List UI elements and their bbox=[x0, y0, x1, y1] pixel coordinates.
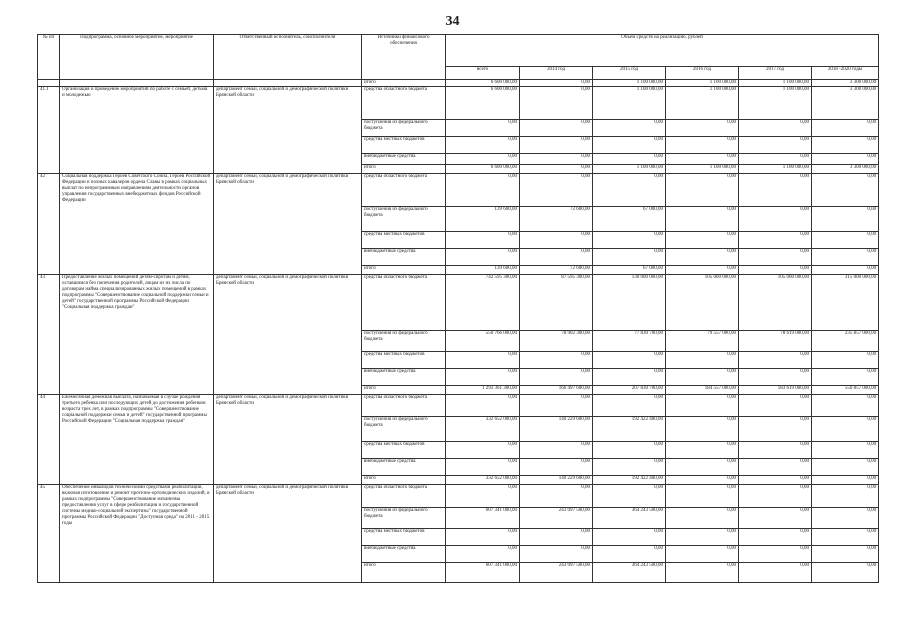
amount-cell: 0,00 bbox=[812, 120, 879, 137]
amount-cell: 0,00 bbox=[666, 563, 739, 583]
row-number: 45 bbox=[38, 485, 60, 583]
amount-cell: 243 097 500,00 bbox=[520, 508, 593, 529]
funding-source: средства местных бюджетов bbox=[362, 137, 446, 154]
amount-cell: 0,00 bbox=[666, 249, 739, 266]
amount-cell: 0,00 bbox=[446, 485, 520, 508]
row-number: 41.1 bbox=[38, 87, 60, 174]
executor-cell: департамент семьи, социальной и демографической политики Брянской области bbox=[214, 485, 362, 583]
amount-cell: 0,00 bbox=[812, 207, 879, 232]
header-no: № пп bbox=[38, 35, 60, 80]
amount-cell: 0,00 bbox=[812, 442, 879, 459]
funding-source: поступления из федерального бюджета bbox=[362, 120, 446, 137]
amount-cell: 364 243 500,00 bbox=[593, 563, 666, 583]
amount-cell: 0,00 bbox=[739, 266, 812, 275]
amount-cell: 0,00 bbox=[666, 395, 739, 417]
funding-source: поступления из федерального бюджета bbox=[362, 508, 446, 529]
amount-cell: 0,00 bbox=[666, 352, 739, 369]
row-number: 43 bbox=[38, 275, 60, 395]
funding-source: внебюджетные средства bbox=[362, 546, 446, 563]
funding-source: внебюджетные средства bbox=[362, 369, 446, 386]
funding-source: итого bbox=[362, 266, 446, 275]
funding-source: средства местных бюджетов bbox=[362, 442, 446, 459]
amount-cell: 0,00 bbox=[520, 80, 593, 87]
amount-cell: 0,00 bbox=[520, 174, 593, 207]
amount-cell: 0,00 bbox=[520, 165, 593, 174]
table-body bbox=[38, 80, 879, 583]
executor-cell: департамент семьи, социальной и демографической политики Брянской области bbox=[214, 395, 362, 485]
amount-cell: 0,00 bbox=[593, 249, 666, 266]
header-year: 2016 год bbox=[666, 67, 739, 80]
amount-cell: 0,00 bbox=[812, 137, 879, 154]
amount-cell: 0,00 bbox=[739, 232, 812, 249]
amount-cell: 0,00 bbox=[520, 546, 593, 563]
amount-cell: 332 652 000,00 bbox=[446, 476, 520, 485]
amount-cell: 0,00 bbox=[739, 369, 812, 386]
activity-name: Организация и проведение мероприятий по работе с семьей, детьми и молодежью bbox=[60, 87, 214, 174]
amount-cell: 243 097 500,00 bbox=[520, 563, 593, 583]
activity-name: Ежемесячная денежная выплата, назначаемая в случае рождения третьего ребенка или последующих детей до достижения ребенком возраста трех лет, в рамках подпрограммы "Совершенствование социальной поддержки семьи и детей" государственной программы Российской Федерации "Социальная поддержка граждан" bbox=[60, 395, 214, 485]
funding-source: поступления из федерального бюджета bbox=[362, 331, 446, 352]
amount-cell: 0,00 bbox=[812, 417, 879, 442]
amount-cell: 184 557 000,00 bbox=[666, 386, 739, 395]
amount-cell: 0,00 bbox=[520, 395, 593, 417]
amount-cell: 0,00 bbox=[520, 369, 593, 386]
amount-cell: 607 341 000,00 bbox=[446, 563, 520, 583]
amount-cell: 72 600,00 bbox=[520, 266, 593, 275]
amount-cell: 6 600 000,00 bbox=[446, 165, 520, 174]
amount-cell: 550 857 000,00 bbox=[812, 386, 879, 395]
amount-cell: 0,00 bbox=[666, 207, 739, 232]
amount-cell: 0,00 bbox=[739, 249, 812, 266]
amount-cell: 0,00 bbox=[446, 529, 520, 546]
amount-cell: 0,00 bbox=[666, 232, 739, 249]
table-row bbox=[38, 80, 879, 87]
activity-name bbox=[60, 80, 214, 87]
page-number: 34 bbox=[445, 14, 460, 29]
header-year: всего bbox=[446, 67, 520, 80]
amount-cell: 0,00 bbox=[666, 266, 739, 275]
amount-cell: 79 557 000,00 bbox=[666, 331, 739, 352]
amount-cell: 0,00 bbox=[446, 546, 520, 563]
amount-cell: 0,00 bbox=[739, 120, 812, 137]
amount-cell: 0,00 bbox=[666, 154, 739, 165]
funding-source: итого bbox=[362, 165, 446, 174]
amount-cell: 0,00 bbox=[812, 459, 879, 476]
amount-cell: 1 100 000,00 bbox=[593, 80, 666, 87]
funding-source: внебюджетные средства bbox=[362, 459, 446, 476]
amount-cell: 0,00 bbox=[593, 137, 666, 154]
budget-table bbox=[37, 34, 879, 583]
amount-cell: 332 652 000,00 bbox=[446, 417, 520, 442]
amount-cell: 0,00 bbox=[520, 87, 593, 120]
amount-cell: 3 300 000,00 bbox=[812, 165, 879, 174]
amount-cell: 0,00 bbox=[593, 369, 666, 386]
amount-cell: 0,00 bbox=[739, 207, 812, 232]
amount-cell: 1 100 000,00 bbox=[739, 80, 812, 87]
amount-cell: 0,00 bbox=[446, 395, 520, 417]
amount-cell: 0,00 bbox=[520, 232, 593, 249]
amount-cell: 140 229 600,00 bbox=[520, 417, 593, 442]
amount-cell: 0,00 bbox=[446, 174, 520, 207]
amount-cell: 0,00 bbox=[446, 369, 520, 386]
header-volume: Объем средств на реализацию, рублей bbox=[446, 35, 879, 67]
amount-cell: 1 100 000,00 bbox=[666, 165, 739, 174]
activity-name: Обеспечение инвалидов техническими средствами реабилитации, включая изготовление и ремонт протезно-ортопедических изделий, в рамках подпрограммы "Совершенствование механизма предоставления услуг в сфере реабилитации и государственной системы медико-социальной экспертизы" государственной программы Российской Федерации "Доступная среда" на 2011 - 2015 годы bbox=[60, 485, 214, 583]
header-name: Подпрограмма, основное мероприятие, мероприятие bbox=[60, 35, 214, 80]
amount-cell: 192 422 400,00 bbox=[593, 417, 666, 442]
amount-cell: 72 600,00 bbox=[520, 207, 593, 232]
amount-cell: 0,00 bbox=[593, 546, 666, 563]
amount-cell: 0,00 bbox=[593, 442, 666, 459]
amount-cell: 0,00 bbox=[739, 417, 812, 442]
amount-cell: 1 100 000,00 bbox=[666, 87, 739, 120]
amount-cell: 0,00 bbox=[812, 508, 879, 529]
amount-cell: 0,00 bbox=[520, 442, 593, 459]
amount-cell: 67 000,00 bbox=[593, 207, 666, 232]
amount-cell: 0,00 bbox=[593, 529, 666, 546]
amount-cell: 0,00 bbox=[812, 352, 879, 369]
amount-cell: 6 600 000,00 bbox=[446, 87, 520, 120]
amount-cell: 105 000 000,00 bbox=[666, 275, 739, 331]
amount-cell: 0,00 bbox=[666, 459, 739, 476]
activity-name: Социальная поддержка Героев Советского Союза, Героев Российской Федерации и полных кавалеров ордена Славы в рамках социальных выплат по непрограммным направлениям деятельности органов управления государственных внебюджетных фондов Российской Федерации bbox=[60, 174, 214, 275]
funding-source: итого bbox=[362, 80, 446, 87]
amount-cell: 0,00 bbox=[593, 459, 666, 476]
amount-cell: 1 100 000,00 bbox=[739, 165, 812, 174]
amount-cell: 0,00 bbox=[520, 249, 593, 266]
funding-source: средства местных бюджетов bbox=[362, 529, 446, 546]
amount-cell: 207 830 700,00 bbox=[593, 386, 666, 395]
amount-cell: 87 595 300,00 bbox=[520, 275, 593, 331]
header-year: 2015 год bbox=[593, 67, 666, 80]
table-row bbox=[38, 174, 879, 207]
amount-cell: 0,00 bbox=[739, 546, 812, 563]
amount-cell: 0,00 bbox=[520, 485, 593, 508]
amount-cell: 0,00 bbox=[666, 485, 739, 508]
amount-cell: 0,00 bbox=[666, 174, 739, 207]
amount-cell: 130 000 000,00 bbox=[593, 275, 666, 331]
funding-source: средства местных бюджетов bbox=[362, 232, 446, 249]
amount-cell: 140 229 600,00 bbox=[520, 476, 593, 485]
amount-cell: 0,00 bbox=[446, 137, 520, 154]
funding-source: внебюджетные средства bbox=[362, 249, 446, 266]
amount-cell: 0,00 bbox=[593, 352, 666, 369]
header-year: 2017 год bbox=[739, 67, 812, 80]
table-row bbox=[38, 275, 879, 331]
amount-cell: 166 497 600,00 bbox=[520, 386, 593, 395]
funding-source: поступления из федерального бюджета bbox=[362, 417, 446, 442]
amount-cell: 0,00 bbox=[446, 249, 520, 266]
amount-cell: 0,00 bbox=[666, 529, 739, 546]
funding-source: поступления из федерального бюджета bbox=[362, 207, 446, 232]
amount-cell: 67 000,00 bbox=[593, 266, 666, 275]
header-year: 2018 -2020 годы bbox=[812, 67, 879, 80]
amount-cell: 105 000 000,00 bbox=[739, 275, 812, 331]
amount-cell: 0,00 bbox=[812, 546, 879, 563]
amount-cell: 192 422 400,00 bbox=[593, 476, 666, 485]
amount-cell: 0,00 bbox=[520, 154, 593, 165]
amount-cell: 0,00 bbox=[739, 476, 812, 485]
amount-cell: 183 619 000,00 bbox=[739, 386, 812, 395]
amount-cell: 0,00 bbox=[739, 459, 812, 476]
amount-cell: 0,00 bbox=[520, 352, 593, 369]
amount-cell: 742 595 300,00 bbox=[446, 275, 520, 331]
executor-cell: департамент семьи, социальной и демографической политики Брянской области bbox=[214, 174, 362, 275]
table-row bbox=[38, 485, 879, 508]
amount-cell: 1 100 000,00 bbox=[666, 80, 739, 87]
amount-cell: 0,00 bbox=[593, 120, 666, 137]
amount-cell: 0,00 bbox=[666, 508, 739, 529]
amount-cell: 0,00 bbox=[593, 154, 666, 165]
funding-source: средства областного бюджета bbox=[362, 485, 446, 508]
amount-cell: 0,00 bbox=[666, 442, 739, 459]
amount-cell: 1 100 000,00 bbox=[739, 87, 812, 120]
amount-cell: 0,00 bbox=[446, 154, 520, 165]
header-year: 2014 год bbox=[520, 67, 593, 80]
amount-cell: 0,00 bbox=[739, 508, 812, 529]
table-header bbox=[38, 35, 879, 80]
amount-cell: 364 243 500,00 bbox=[593, 508, 666, 529]
amount-cell: 0,00 bbox=[739, 137, 812, 154]
amount-cell: 139 600,00 bbox=[446, 266, 520, 275]
header-sources: Источники финансового обеспечения bbox=[362, 35, 446, 80]
amount-cell: 0,00 bbox=[593, 395, 666, 417]
funding-source: средства областного бюджета bbox=[362, 174, 446, 207]
amount-cell: 0,00 bbox=[666, 369, 739, 386]
amount-cell: 0,00 bbox=[593, 174, 666, 207]
amount-cell: 0,00 bbox=[812, 232, 879, 249]
amount-cell: 139 600,00 bbox=[446, 207, 520, 232]
funding-source: средства местных бюджетов bbox=[362, 352, 446, 369]
amount-cell: 0,00 bbox=[739, 485, 812, 508]
amount-cell: 0,00 bbox=[812, 369, 879, 386]
amount-cell: 0,00 bbox=[446, 352, 520, 369]
amount-cell: 6 600 000,00 bbox=[446, 80, 520, 87]
amount-cell: 0,00 bbox=[593, 485, 666, 508]
amount-cell: 0,00 bbox=[739, 352, 812, 369]
amount-cell: 0,00 bbox=[520, 459, 593, 476]
amount-cell: 0,00 bbox=[520, 137, 593, 154]
amount-cell: 0,00 bbox=[812, 249, 879, 266]
amount-cell: 1 100 000,00 bbox=[593, 165, 666, 174]
executor-cell bbox=[214, 80, 362, 87]
amount-cell: 0,00 bbox=[446, 120, 520, 137]
amount-cell: 0,00 bbox=[812, 529, 879, 546]
amount-cell: 0,00 bbox=[812, 395, 879, 417]
amount-cell: 0,00 bbox=[812, 563, 879, 583]
funding-source: итого bbox=[362, 386, 446, 395]
amount-cell: 3 300 000,00 bbox=[812, 80, 879, 87]
funding-source: средства областного бюджета bbox=[362, 395, 446, 417]
table-row bbox=[38, 395, 879, 417]
amount-cell: 0,00 bbox=[812, 476, 879, 485]
amount-cell: 550 766 000,00 bbox=[446, 331, 520, 352]
amount-cell: 78 619 000,00 bbox=[739, 331, 812, 352]
amount-cell: 0,00 bbox=[739, 174, 812, 207]
amount-cell: 0,00 bbox=[666, 137, 739, 154]
amount-cell: 0,00 bbox=[666, 120, 739, 137]
amount-cell: 0,00 bbox=[739, 563, 812, 583]
amount-cell: 77 830 700,00 bbox=[593, 331, 666, 352]
amount-cell: 315 000 000,00 bbox=[812, 275, 879, 331]
funding-source: итого bbox=[362, 563, 446, 583]
amount-cell: 0,00 bbox=[666, 476, 739, 485]
amount-cell: 0,00 bbox=[739, 395, 812, 417]
amount-cell: 78 902 300,00 bbox=[520, 331, 593, 352]
amount-cell: 0,00 bbox=[812, 174, 879, 207]
funding-source: итого bbox=[362, 476, 446, 485]
amount-cell: 0,00 bbox=[666, 417, 739, 442]
amount-cell: 235 857 000,00 bbox=[812, 331, 879, 352]
funding-source: средства областного бюджета bbox=[362, 275, 446, 331]
amount-cell: 0,00 bbox=[666, 546, 739, 563]
table-row bbox=[38, 87, 879, 120]
amount-cell: 0,00 bbox=[739, 442, 812, 459]
amount-cell: 0,00 bbox=[446, 232, 520, 249]
header-executor: Ответственный исполнитель, соисполнители bbox=[214, 35, 362, 80]
funding-source: внебюджетные средства bbox=[362, 154, 446, 165]
executor-cell: департамент семьи, социальной и демографической политики Брянской области bbox=[214, 87, 362, 174]
activity-name: Предоставление жилых помещений детям-сиротам и детям, оставшимся без попечения родителей, лицам из их числа по договорам найма специализированных жилых помещений в рамках подпрограммы "Совершенствование социальной поддержки семьи и детей" государственной программы Российской Федерации "Социальная поддержка граждан" bbox=[60, 275, 214, 395]
row-number: 42 bbox=[38, 174, 60, 275]
amount-cell: 0,00 bbox=[812, 485, 879, 508]
amount-cell: 0,00 bbox=[812, 266, 879, 275]
amount-cell: 0,00 bbox=[446, 459, 520, 476]
amount-cell: 0,00 bbox=[739, 529, 812, 546]
funding-source: средства областного бюджета bbox=[362, 87, 446, 120]
amount-cell: 0,00 bbox=[520, 120, 593, 137]
amount-cell: 3 300 000,00 bbox=[812, 87, 879, 120]
amount-cell: 0,00 bbox=[520, 529, 593, 546]
amount-cell: 0,00 bbox=[446, 442, 520, 459]
amount-cell: 607 341 000,00 bbox=[446, 508, 520, 529]
amount-cell: 1 100 000,00 bbox=[593, 87, 666, 120]
row-number: 44 bbox=[38, 395, 60, 485]
amount-cell: 0,00 bbox=[739, 154, 812, 165]
amount-cell: 0,00 bbox=[593, 232, 666, 249]
row-number bbox=[38, 80, 60, 87]
executor-cell: департамент семьи, социальной и демографической политики Брянской области bbox=[214, 275, 362, 395]
amount-cell: 0,00 bbox=[812, 154, 879, 165]
amount-cell: 1 293 361 300,00 bbox=[446, 386, 520, 395]
